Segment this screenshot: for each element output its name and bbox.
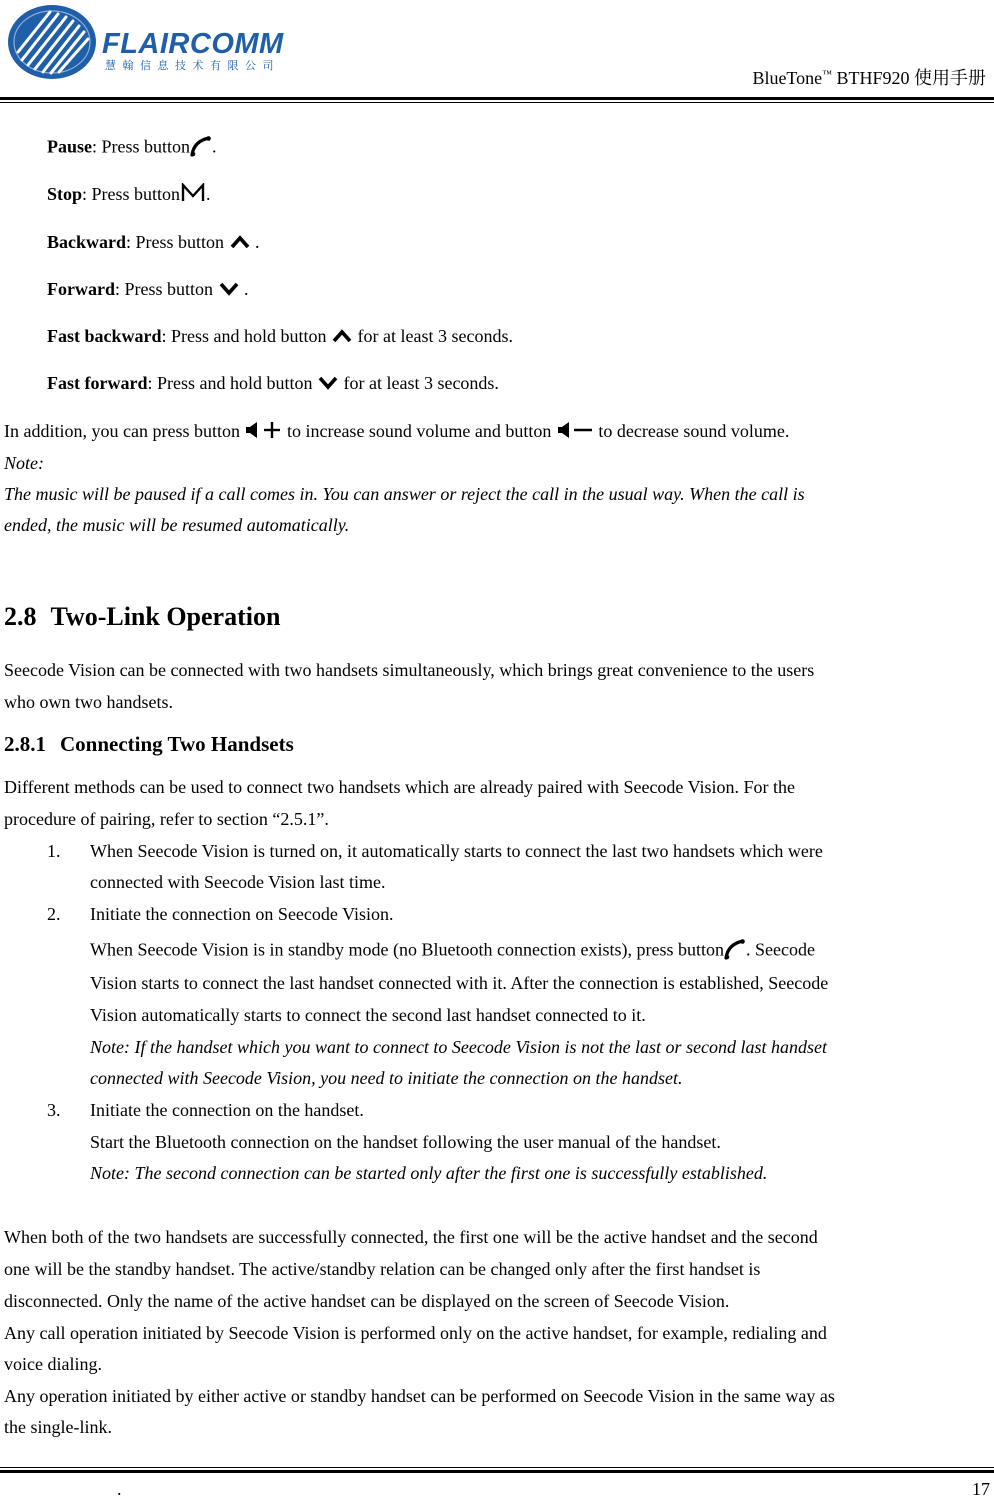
control-forward: Forward: Press button . (47, 278, 249, 302)
list-item-note: Note: The second connection can be started only after the first one is successfully established. (90, 1163, 768, 1183)
subsection-text-line: procedure of pairing, refer to section “2.5.1”. (4, 809, 329, 829)
paragraph-line: one will be the standby handset. The active/standby relation can be changed only after the first handset is (4, 1259, 761, 1279)
note-text-line: ended, the music will be resumed automatically. (4, 515, 350, 535)
subsection-heading (4, 732, 294, 757)
company-logo (6, 2, 306, 82)
list-item-line: Vision starts to connect the last handset connected with it. After the connection is established, Seecode (90, 973, 829, 993)
paragraph-line: Any operation initiated by either active or standby handset can be performed on Seecode Vision in the same way as (4, 1386, 835, 1406)
list-item-line: Start the Bluetooth connection on the handset following the user manual of the handset. (90, 1132, 721, 1152)
subsection-number: 2.8.1 (4, 732, 46, 756)
list-item-line: connected with Seecode Vision last time. (90, 872, 386, 892)
control-term: Fast backward (47, 326, 162, 346)
list-item-line: When Seecode Vision is in standby mode (no Bluetooth connection exists), press button . Seecode (90, 938, 815, 965)
list-item-line: Initiate the connection on the handset. (90, 1100, 364, 1120)
logo-subtitle: 慧翰信息技术有限公司 (105, 59, 280, 72)
section-title: Two-Link Operation (50, 602, 281, 631)
note-label: Note: (4, 453, 44, 473)
doc-title-rest: BTHF920 使用手册 (831, 68, 986, 88)
volume-instructions: In addition, you can press button to increase sound volume and button to decrease sound volume. (4, 420, 789, 445)
list-number: 2. (47, 904, 61, 924)
list-item-note: connected with Seecode Vision, you need to initiate the connection on the handset. (90, 1068, 683, 1088)
paragraph-line: voice dialing. (4, 1354, 102, 1374)
trademark: ™ (822, 69, 832, 80)
section-heading (4, 602, 280, 632)
up-chevron-icon (331, 327, 353, 349)
up-chevron-icon (229, 233, 251, 255)
paragraph-line: Any call operation initiated by Seecode Vision is performed only on the active handset, for example, redialing and (4, 1323, 827, 1343)
logo-globe-icon (6, 2, 98, 82)
m-button-icon (180, 183, 206, 208)
paragraph-line: disconnected. Only the name of the active handset can be displayed on the screen of Seecode Vision. (4, 1291, 730, 1311)
footer-rule-thin (0, 1467, 994, 1468)
list-item-line: When Seecode Vision is turned on, it automatically starts to connect the last two handsets which were (90, 841, 823, 861)
header-rule-thin (0, 102, 994, 103)
section-intro-line: Seecode Vision can be connected with two handsets simultaneously, which brings great convenience to the users (4, 660, 815, 680)
footer-rule-thick (0, 1470, 994, 1473)
control-fast-backward: Fast backward: Press and hold button for at least 3 seconds. (47, 325, 513, 349)
control-term: Pause (47, 136, 92, 157)
control-fast-forward: Fast forward: Press and hold button for at least 3 seconds. (47, 372, 499, 396)
down-chevron-icon (317, 374, 339, 396)
doc-title-main: BlueTone (752, 68, 823, 88)
control-term: Stop (47, 184, 83, 204)
control-stop: Stop: Press button . (47, 183, 211, 208)
control-term: Backward (47, 232, 127, 252)
logo-wordmark: FLAIRCOMM (102, 28, 284, 60)
note-text-line: The music will be paused if a call comes in. You can answer or reject the call in the usual way. When the call is (4, 484, 805, 504)
list-item-note: Note: If the handset which you want to connect to Seecode Vision is not the last or second last handset (90, 1037, 828, 1057)
control-pause: Pause: Press button . (47, 135, 217, 162)
volume-down-icon (556, 420, 594, 445)
list-item-line: Initiate the connection on Seecode Vision. (90, 904, 394, 924)
list-number: 1. (47, 841, 61, 861)
control-backward: Backward: Press button . (47, 231, 260, 255)
document-title (752, 64, 986, 90)
list-number: 3. (47, 1100, 61, 1120)
down-chevron-icon (218, 280, 240, 302)
phone-icon (724, 938, 746, 965)
phone-icon (190, 135, 212, 162)
section-intro-line: who own two handsets. (4, 692, 173, 712)
paragraph-line: When both of the two handsets are successfully connected, the first one will be the active handset and the second (4, 1227, 818, 1247)
volume-up-icon (244, 420, 282, 445)
subsection-title: Connecting Two Handsets (60, 732, 294, 756)
control-term: Fast forward (47, 373, 148, 393)
section-number: 2.8 (4, 602, 37, 631)
control-term: Forward (47, 279, 115, 299)
page-number: 17 (972, 1479, 990, 1499)
subsection-text-line: Different methods can be used to connect two handsets which are already paired with Seecode Vision. For the (4, 777, 796, 797)
footer-dot: . (117, 1479, 122, 1499)
header-rule-thick (0, 97, 994, 100)
paragraph-line: the single-link. (4, 1417, 112, 1437)
list-item-line: Vision automatically starts to connect the second last handset connected to it. (90, 1005, 646, 1025)
